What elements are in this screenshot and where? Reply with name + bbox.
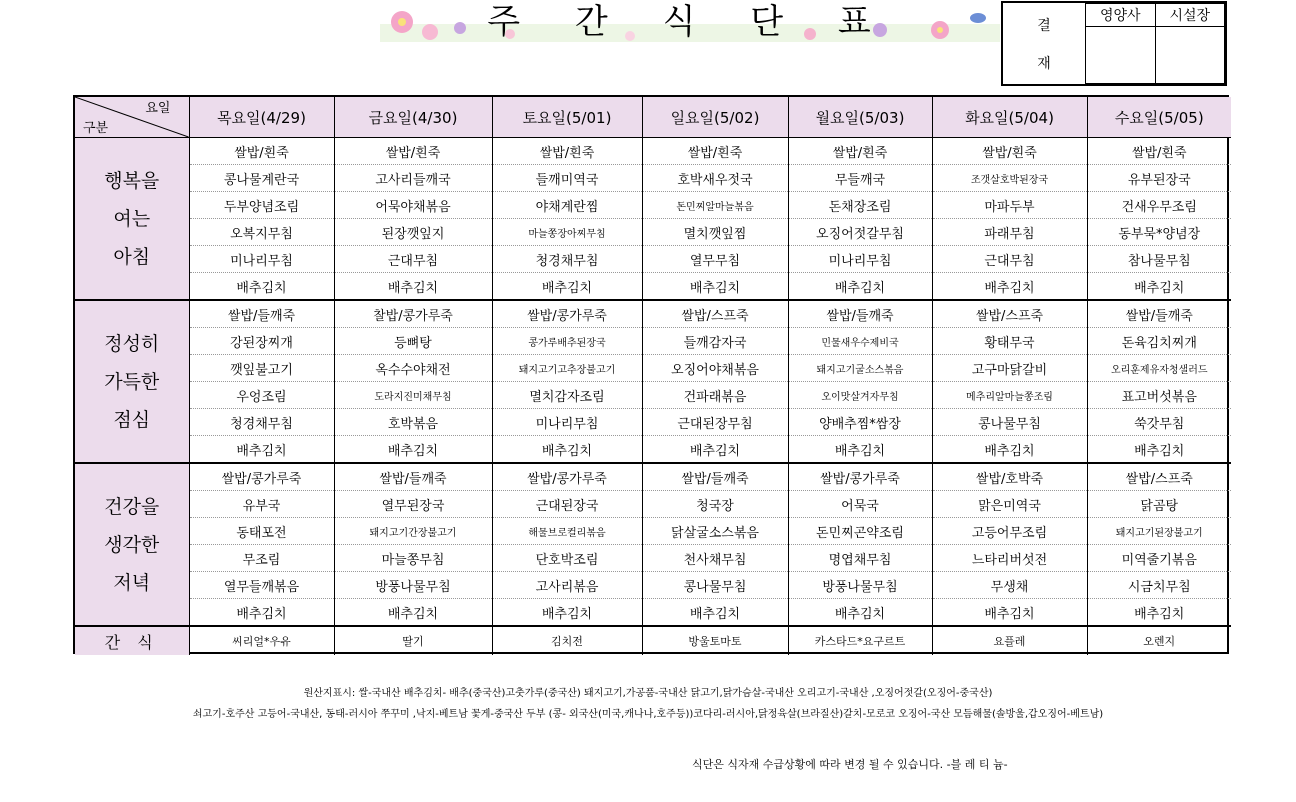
menu-item: 고구마닭갈비 [932,355,1087,382]
table-row [75,518,1231,545]
menu-item: 동태포전 [189,518,334,545]
table-row [75,138,1231,165]
menu-item: 배추김치 [492,599,642,627]
table-row [75,599,1231,627]
menu-item: 들깨감자국 [642,328,788,355]
menu-item: 쌀밥/들깨죽 [642,463,788,491]
menu-item: 콩나물무침 [642,572,788,599]
menu-item: 마늘쫑장아찌무침 [492,219,642,246]
menu-item: 쌀밥/흰죽 [1087,138,1231,165]
menu-item: 청경채무침 [189,409,334,436]
corner-category-label: 구분 [83,121,109,136]
meal-label-line: 점심 [113,408,151,431]
approval-label [1003,4,1086,84]
menu-item: 느타리버섯전 [932,545,1087,572]
menu-item: 깻잎불고기 [189,355,334,382]
meal-label-line: 저녁 [113,571,151,594]
day-header: 목요일(4/29) [189,97,334,138]
menu-item: 멸치깻잎찜 [642,219,788,246]
table-row [75,545,1231,572]
menu-item: 쌀밥/흰죽 [932,138,1087,165]
meal-label-line: 행복을 [104,169,160,192]
snack-item: 딸기 [334,626,492,655]
menu-item: 근대된장무침 [642,409,788,436]
menu-item: 쌀밥/스프죽 [932,300,1087,328]
menu-item: 시금치무침 [1087,572,1231,599]
menu-item: 천사채무침 [642,545,788,572]
menu-item: 쑥갓무침 [1087,409,1231,436]
table-row [75,300,1231,328]
menu-item: 돈민찌알마늘볶음 [642,192,788,219]
menu-item: 쌀밥/호박죽 [932,463,1087,491]
menu-item: 열무무침 [642,246,788,273]
menu-item: 배추김치 [642,436,788,464]
menu-item: 배추김치 [642,599,788,627]
table-row [75,273,1231,301]
menu-item: 청국장 [642,491,788,518]
menu-item: 멸치감자조림 [492,382,642,409]
menu-item: 돈민찌곤약조림 [788,518,932,545]
menu-item: 고등어무조림 [932,518,1087,545]
table-row [75,192,1231,219]
corner-day-label: 요일 [145,101,171,116]
menu-item: 콩나물무침 [932,409,1087,436]
menu-item: 메추리알마늘쫑조림 [932,382,1087,409]
table-row [75,246,1231,273]
snack-item: 방울토마토 [642,626,788,655]
menu-item: 유부국 [189,491,334,518]
menu-item: 참나물무침 [1087,246,1231,273]
day-header: 화요일(5/04) [932,97,1087,138]
menu-item: 돼지고기간장불고기 [334,518,492,545]
menu-item: 동부묵*양념장 [1087,219,1231,246]
menu-item: 배추김치 [1087,599,1231,627]
meal-label-line: 아침 [113,245,151,268]
meal-label-line: 여는 [113,207,151,230]
menu-item: 배추김치 [932,599,1087,627]
menu-item: 호박새우젓국 [642,165,788,192]
menu-item: 쌀밥/흰죽 [642,138,788,165]
menu-item: 열무들깨볶음 [189,572,334,599]
menu-item: 민물새우수제비국 [788,328,932,355]
menu-item: 닭살굴소스볶음 [642,518,788,545]
approval-label-bottom: 재 [1037,55,1051,72]
menu-item: 쌀밥/콩가루죽 [492,463,642,491]
page-title: 주 간 식 단 표 [487,2,893,42]
menu-item: 된장깻잎지 [334,219,492,246]
menu-item: 닭곰탕 [1087,491,1231,518]
menu-item: 배추김치 [189,599,334,627]
day-header: 일요일(5/02) [642,97,788,138]
table-row [75,328,1231,355]
approval-col-director: 시설장 [1155,4,1225,27]
menu-item: 마늘쫑무침 [334,545,492,572]
meal-label [75,138,189,301]
table-row [75,382,1231,409]
weekly-menu-table [73,95,1229,654]
menu-item: 배추김치 [189,273,334,301]
menu-item: 단호박조림 [492,545,642,572]
table-row [75,165,1231,192]
meal-label [75,463,189,626]
menu-item: 근대무침 [334,246,492,273]
day-header: 토요일(5/01) [492,97,642,138]
menu-item: 쌀밥/흰죽 [492,138,642,165]
menu-item: 콩나물계란국 [189,165,334,192]
approval-col-nutritionist: 영양사 [1086,4,1156,27]
snack-item: 카스타드*요구르트 [788,626,932,655]
menu-item: 배추김치 [932,273,1087,301]
menu-item: 양배추찜*쌈장 [788,409,932,436]
menu-item: 미역줄기볶음 [1087,545,1231,572]
meal-label-line: 가득한 [104,370,160,393]
menu-item: 등뼈탕 [334,328,492,355]
menu-item: 쌀밥/흰죽 [334,138,492,165]
menu-item: 쌀밥/콩가루죽 [492,300,642,328]
change-notice: 식단은 식자재 수급상황에 따라 변경 될 수 있습니다. -블 레 티 늄- [692,758,1008,771]
menu-item: 쌀밥/흰죽 [189,138,334,165]
approval-sign-director [1155,27,1225,84]
menu-item: 유부된장국 [1087,165,1231,192]
menu-item: 해물브로컬리볶음 [492,518,642,545]
menu-item: 쌀밥/들깨죽 [788,300,932,328]
menu-item: 쌀밥/콩가루죽 [788,463,932,491]
menu-item: 오복지무침 [189,219,334,246]
menu-item: 찰밥/콩가루죽 [334,300,492,328]
table-row [75,355,1231,382]
menu-item: 고사리들깨국 [334,165,492,192]
table-row [75,463,1231,491]
menu-item: 배추김치 [189,436,334,464]
menu-item: 배추김치 [334,436,492,464]
menu-item: 건새우무조림 [1087,192,1231,219]
approval-label-top: 결 [1037,17,1051,34]
menu-item: 쌀밥/스프죽 [1087,463,1231,491]
menu-item: 배추김치 [932,436,1087,464]
snack-item: 씨리얼*우유 [189,626,334,655]
menu-item: 들깨미역국 [492,165,642,192]
menu-item: 어묵야채볶음 [334,192,492,219]
snack-row [75,626,1231,655]
menu-item: 돈채장조림 [788,192,932,219]
menu-item: 근대된장국 [492,491,642,518]
menu-item: 배추김치 [788,599,932,627]
menu-item: 배추김치 [1087,436,1231,464]
approval-sign-nutritionist [1086,27,1156,84]
menu-item: 방풍나물무침 [334,572,492,599]
day-header: 월요일(5/03) [788,97,932,138]
menu-item: 돈육김치찌개 [1087,328,1231,355]
menu-item: 도라지진미채무침 [334,382,492,409]
menu-item: 미나리무침 [189,246,334,273]
menu-item: 맑은미역국 [932,491,1087,518]
menu-item: 고사리볶음 [492,572,642,599]
meal-label [75,300,189,463]
menu-item: 오리훈제유자청샐러드 [1087,355,1231,382]
menu-item: 근대무침 [932,246,1087,273]
menu-item: 청경채무침 [492,246,642,273]
snack-item: 김치전 [492,626,642,655]
table-row [75,409,1231,436]
menu-item: 강된장찌개 [189,328,334,355]
menu-item: 배추김치 [334,273,492,301]
day-header: 금요일(4/30) [334,97,492,138]
menu-item: 우엉조림 [189,382,334,409]
origin-line-1: 원산지표시: 쌀-국내산 배추김치- 배추(중국산)고춧가루(중국산) 돼지고기,가공품-국내산 닭고기,닭가슴살-국내산 오리고기-국내산 ,오징어젓갈(오징어-중국산) [303,688,993,699]
menu-item: 야채계란찜 [492,192,642,219]
table-row [75,436,1231,464]
table-row [75,219,1231,246]
menu-item: 배추김치 [1087,273,1231,301]
menu-item: 배추김치 [492,436,642,464]
menu-item: 무생채 [932,572,1087,599]
title-banner [380,0,1000,68]
menu-item: 오징어야채볶음 [642,355,788,382]
menu-item: 배추김치 [788,436,932,464]
menu-item: 호박볶음 [334,409,492,436]
menu-item: 배추김치 [788,273,932,301]
menu-item: 건파래볶음 [642,382,788,409]
menu-item: 돼지고기고추장불고기 [492,355,642,382]
menu-item: 무들깨국 [788,165,932,192]
menu-item: 황태무국 [932,328,1087,355]
menu-item: 쌀밥/스프죽 [642,300,788,328]
menu-item: 방풍나물무침 [788,572,932,599]
meal-label-line: 생각한 [104,533,160,556]
origin-line-2: 쇠고기-호주산 고등어-국내산, 동태-러시아 쭈꾸미 ,낙지-베트남 꽃게-중국산 두부 (콩- 외국산(미국,캐나나,호주등))코다리-러시아,닭정육살(브라질산)갈치-모로코 오징어-국산 모듬해물(솔방울,갑오징어-베트남) [192,709,1104,720]
menu-item: 쌀밥/들깨죽 [189,300,334,328]
meal-label-line: 건강을 [104,495,160,518]
menu-item: 배추김치 [334,599,492,627]
menu-item: 쌀밥/흰죽 [788,138,932,165]
snack-item: 요플레 [932,626,1087,655]
snack-item: 오렌지 [1087,626,1231,655]
menu-item: 배추김치 [492,273,642,301]
menu-item: 파래무침 [932,219,1087,246]
menu-item: 오이맛살겨자무침 [788,382,932,409]
menu-item: 쌀밥/들깨죽 [334,463,492,491]
menu-item: 쌀밥/콩가루죽 [189,463,334,491]
menu-item: 돼지고기굴소스볶음 [788,355,932,382]
menu-item: 미나리무침 [788,246,932,273]
approval-box [1001,1,1227,86]
menu-item: 콩가루배추된장국 [492,328,642,355]
snack-label: 간 식 [75,626,189,655]
menu-item: 옥수수야채전 [334,355,492,382]
menu-item: 조갯살호박된장국 [932,165,1087,192]
table-row [75,491,1231,518]
menu-item: 마파두부 [932,192,1087,219]
menu-item: 미나리무침 [492,409,642,436]
menu-item: 무조림 [189,545,334,572]
menu-item: 어묵국 [788,491,932,518]
menu-item: 쌀밥/들깨죽 [1087,300,1231,328]
menu-item: 표고버섯볶음 [1087,382,1231,409]
day-header: 수요일(5/05) [1087,97,1231,138]
menu-item: 두부양념조림 [189,192,334,219]
table-corner [75,97,189,138]
menu-item: 명엽채무침 [788,545,932,572]
meal-label-line: 정성히 [104,332,160,355]
table-row [75,572,1231,599]
menu-item: 열무된장국 [334,491,492,518]
menu-item: 오징어젓갈무침 [788,219,932,246]
menu-item: 돼지고기된장불고기 [1087,518,1231,545]
menu-item: 배추김치 [642,273,788,301]
